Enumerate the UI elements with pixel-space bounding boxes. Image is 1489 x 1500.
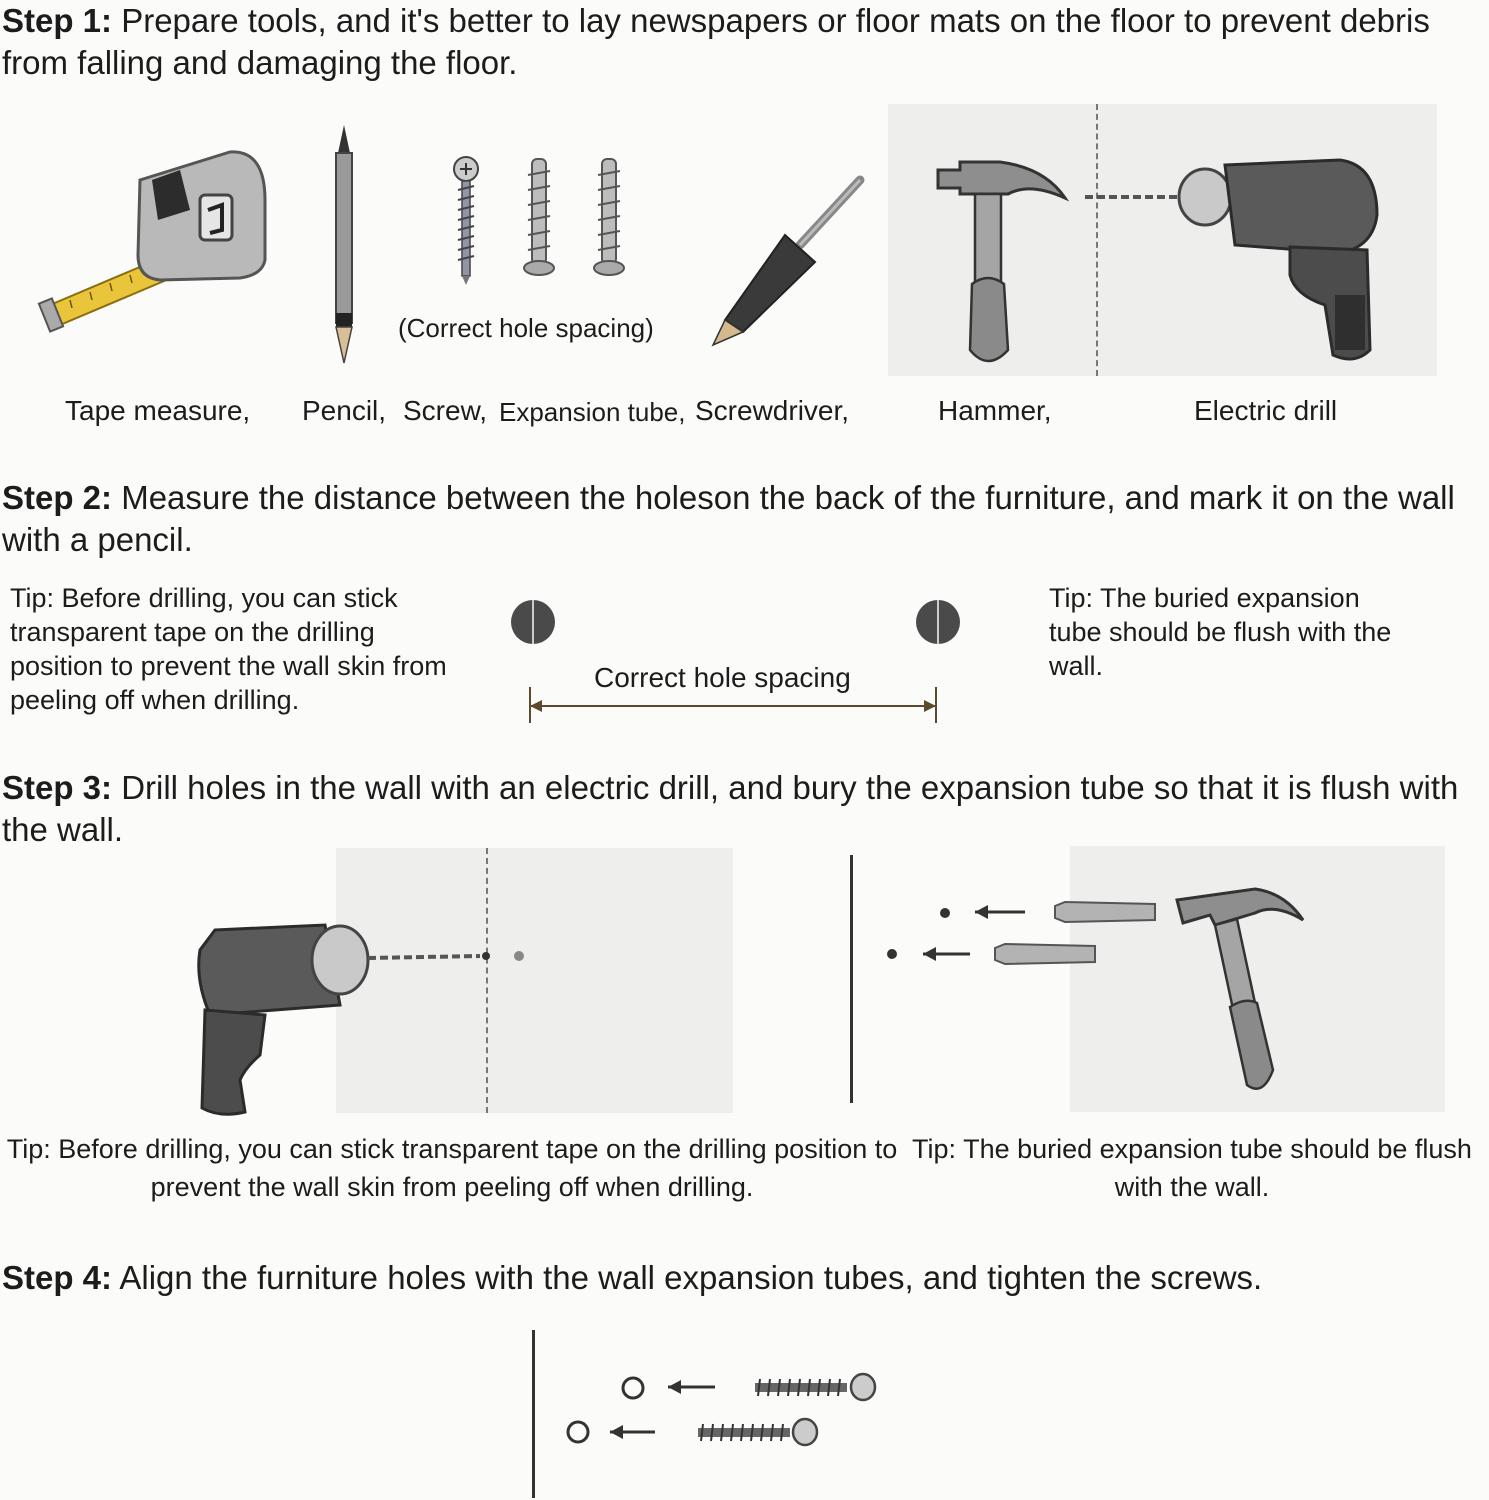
electric-drill-illustration: [1085, 155, 1385, 370]
wall-line-2: [532, 1330, 535, 1498]
step-2-tip-right: [1049, 581, 1409, 683]
hole-spacing-label: Correct hole spacing: [594, 662, 851, 693]
step-3-tip-left: [2, 1130, 902, 1206]
pencil-illustration: [328, 125, 360, 365]
step-1-label: Step 1:: [2, 2, 113, 39]
step-3-text: Drill holes in the wall with an electric drill, and bury the expansion tube so that it is flush with the wall.: [2, 769, 1459, 848]
step-1-heading: [2, 0, 1482, 84]
hammer-illustration: [930, 160, 1070, 375]
expansion-tube-illustration-2: [590, 155, 630, 280]
tip-label: Tip:: [912, 1134, 957, 1164]
screwdriver-illustration: [705, 170, 875, 350]
hammer-illustration-2: [1175, 885, 1310, 1100]
tip-label: Tip:: [10, 583, 55, 613]
step-2-text: Measure the distance between the holeson the back of the furniture, and mark it on the wall with a pencil.: [2, 479, 1455, 558]
step-4-heading: [2, 1257, 1482, 1299]
screw-alignment-illustration: [560, 1365, 890, 1455]
screw-illustration: [450, 155, 485, 285]
tip-text: Before drilling, you can stick transparent tape on the drilling position to prevent the wall skin from peeling off when drilling.: [10, 583, 447, 715]
step-2-tip-left: [10, 581, 450, 717]
step-4-label: Step 4:: [2, 1259, 113, 1296]
expansion-tube-insertion-illustration: [880, 890, 1180, 970]
tip-label: Tip:: [1049, 583, 1094, 613]
label-screwdriver: Screwdriver,: [695, 395, 850, 426]
step-3-label: Step 3:: [2, 769, 113, 806]
tip-text: The buried expansion tube should be flush with the wall.: [956, 1134, 1472, 1202]
tape-measure-illustration: [40, 140, 280, 340]
wall-line: [850, 855, 853, 1103]
step-2-heading: [2, 477, 1482, 561]
label-tape-measure: Tape measure,: [65, 395, 251, 426]
label-screw: Screw,: [403, 395, 488, 426]
step-1-text: Prepare tools, and it's better to lay newspapers or floor mats on the floor to prevent debris from falling and damaging the floor.: [2, 2, 1430, 81]
tip-label: Tip:: [6, 1134, 51, 1164]
expansion-tube-illustration: [520, 155, 560, 280]
step-2-label: Step 2:: [2, 479, 113, 516]
step-4-text: Align the furniture holes with the wall expansion tubes, and tighten the screws.: [112, 1259, 1263, 1296]
spacing-note: (Correct hole spacing): [398, 313, 654, 343]
label-expansion-tube: Expansion tube,: [499, 397, 686, 427]
label-pencil: Pencil,: [302, 395, 387, 426]
tip-text: The buried expansion tube should be flush with the wall.: [1049, 583, 1392, 681]
step-3-tip-right: [912, 1130, 1472, 1206]
tip-text: Before drilling, you can stick transparent tape on the drilling position to prevent the wall skin from peeling off when drilling.: [50, 1134, 898, 1202]
hole-spacing-diagram: [510, 590, 970, 730]
label-electric-drill: Electric drill: [1194, 395, 1338, 426]
drilling-illustration: [190, 920, 535, 1120]
label-hammer: Hammer,: [938, 395, 1052, 426]
step-3-heading: [2, 767, 1482, 851]
